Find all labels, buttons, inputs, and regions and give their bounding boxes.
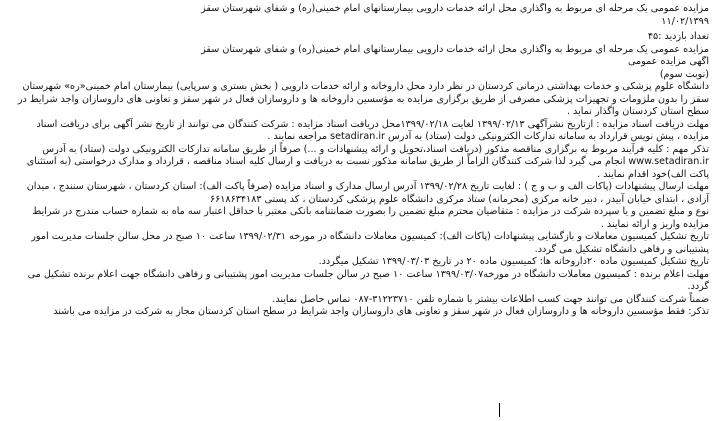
round-label: (نوبت سوم) [659,68,709,80]
visit-count: تعداد بازدید :۴۵ [647,31,709,42]
receive-deadline-paragraph: مهلت دریافت اسناد مزایده : ازتاریخ نشرآگهی ۱۳۹۹/۰۲/۱۳ لغایت ۱۳۹۹/۰۲/۱۸محل دریافت اسناد مزایده : شرکت کنندگان می توانند از تاریخ نشر آگهی برای دریافت اسناد مزایده ، پیش نویس قرارداد به سامانه تدارکات الکترونیکی دولت (ستاد) به آدرس setadiran.ir مراجعه نمایند . [36,118,709,142]
ad-label: آگهی مزایده عمومی [628,56,709,67]
contact-paragraph: ضمناً شرکت کنندگان می توانند جهت کسب اطلاعات بیشتر با شماره تلفن ۳۱۲۲۳۷۱۰-۰۸۷ تماس حاصل نمایند. [272,293,709,305]
winner-announcement-paragraph: مهلت اعلام برنده : کمیسیون معاملات دانشگاه در مورخه۱۳۹۹/۰۳/۰۷ ساعت ۱۰ صبح در سالن جلسات مدیریت امور پشتیبانی و رفاهی دانشگاه جهت اعلام برنده تشکیل می گردد. [27,268,709,292]
notice-title: مزایده عمومی یک مرحله ای مربوط به واگذاری محل ارائه خدمات دارویی بیمارستانهای امام خمینی(ره) و شفای شهرستان سقز [201,3,709,14]
final-note-paragraph: تذکر: فقط مؤسسین داروخانه ها و داروسازان فعال در شهر سقز و تعاونی های داروسازان واجد شرایط در سطح استان کردستان مجاز به شرکت در مزایده می باشند [53,306,709,317]
notice-heading: مزایده عمومی یک مرحله ای مربوط به واگذاری محل ارائه خدمات دارویی بیمارستانهای امام خمینی(ره) و شفای شهرستان سقز [201,43,709,55]
important-note-paragraph: تذکر مهم : کلیه فرآیند مربوط به برگزاری مناقصه مذکور (دریافت اسناد،تحویل و ارائه پیشنهادات و ...) صرفاً از طریق سامانه تدارکات الکترونیکی دولت (ستاد) به آدرس www.setadiran.ir انجام می گیرد لذا شرکت کنندگان الزاماً از طریق سامانه مذکور نسبت به دریافت و ارسال کلیه اسناد مناقصه ، قرارداد و مدارک درخواستی (به استثنای پاکت الف)خود اقدام نمایند . [26,143,709,180]
intro-paragraph: دانشگاه علوم پزشکی و خدمات بهداشتی درمانی کردستان در نظر دارد محل داروخانه و ارائه خدمات دارویی ( بخش بستری و سرپایی) بیمارستان امام خمینی«ره» شهرستان سقز را بدون ملزومات و تجهیزات پزشکی مصرفی از طریق برگزاری مزایده به مؤسسین داروخانه ها و داروسازان فعال در شهر سقز و تعاونی های داروسازان واجد شرایط در سطح استان کردستان واگذار نماید . [17,81,709,117]
article-20-paragraph: تاریخ تشکیل کمیسیون ماده ۲۰داروخانه ها: کمیسیون ماده ۲۰ در تاریخ ۱۳۹۹/۰۳/۰۳ تشکیل میگردد. [318,256,709,267]
guarantee-paragraph: نوع و مبلغ تضمین و یا سپرده شرکت در مزایده : متقاضیان محترم مبلغ تضمین را بصورت ضمانتنامه بانکی معتبر با حداقل اعتبار سه ماه به شماره حساب مندرج در شرایط مزایده واریز و ارائه نمایند . [32,206,709,230]
divider-line [499,403,500,417]
notice-date: ۱۱/۰۲/۱۳۹۹ [661,15,709,27]
send-deadline-paragraph: مهلت ارسال پیشنهادات (پاکات الف و ب و ج ) : لغایت تاریخ ۱۳۹۹/۰۲/۲۸ آدرس ارسال مدارک و اسناد مزایده (صرفاً پاکت الف): استان کردستان ، شهرستان سنندج ، میدان آزادی ، ابتدای خیابان آبیدر ، دبیر خانه مرکزی (محرمانه) ستاد مرکزی دانشگاه علوم پزشکی کردستان ، کد پستی ۶۶۱۸۶۳۴۱۸۳ [26,181,709,205]
commission-paragraph: تاریخ تشکیل کمیسیون معاملات و بازگشایی پیشنهادات (پاکات الف): کمیسیون معاملات دانشگاه در مورخه ۱۳۹۹/۰۲/۳۱ ساعت ۱۰ صبح در محل سالن جلسات مدیریت امور پشتیبانی و رفاهی دانشگاه تشکیل می گردد. [31,231,709,255]
